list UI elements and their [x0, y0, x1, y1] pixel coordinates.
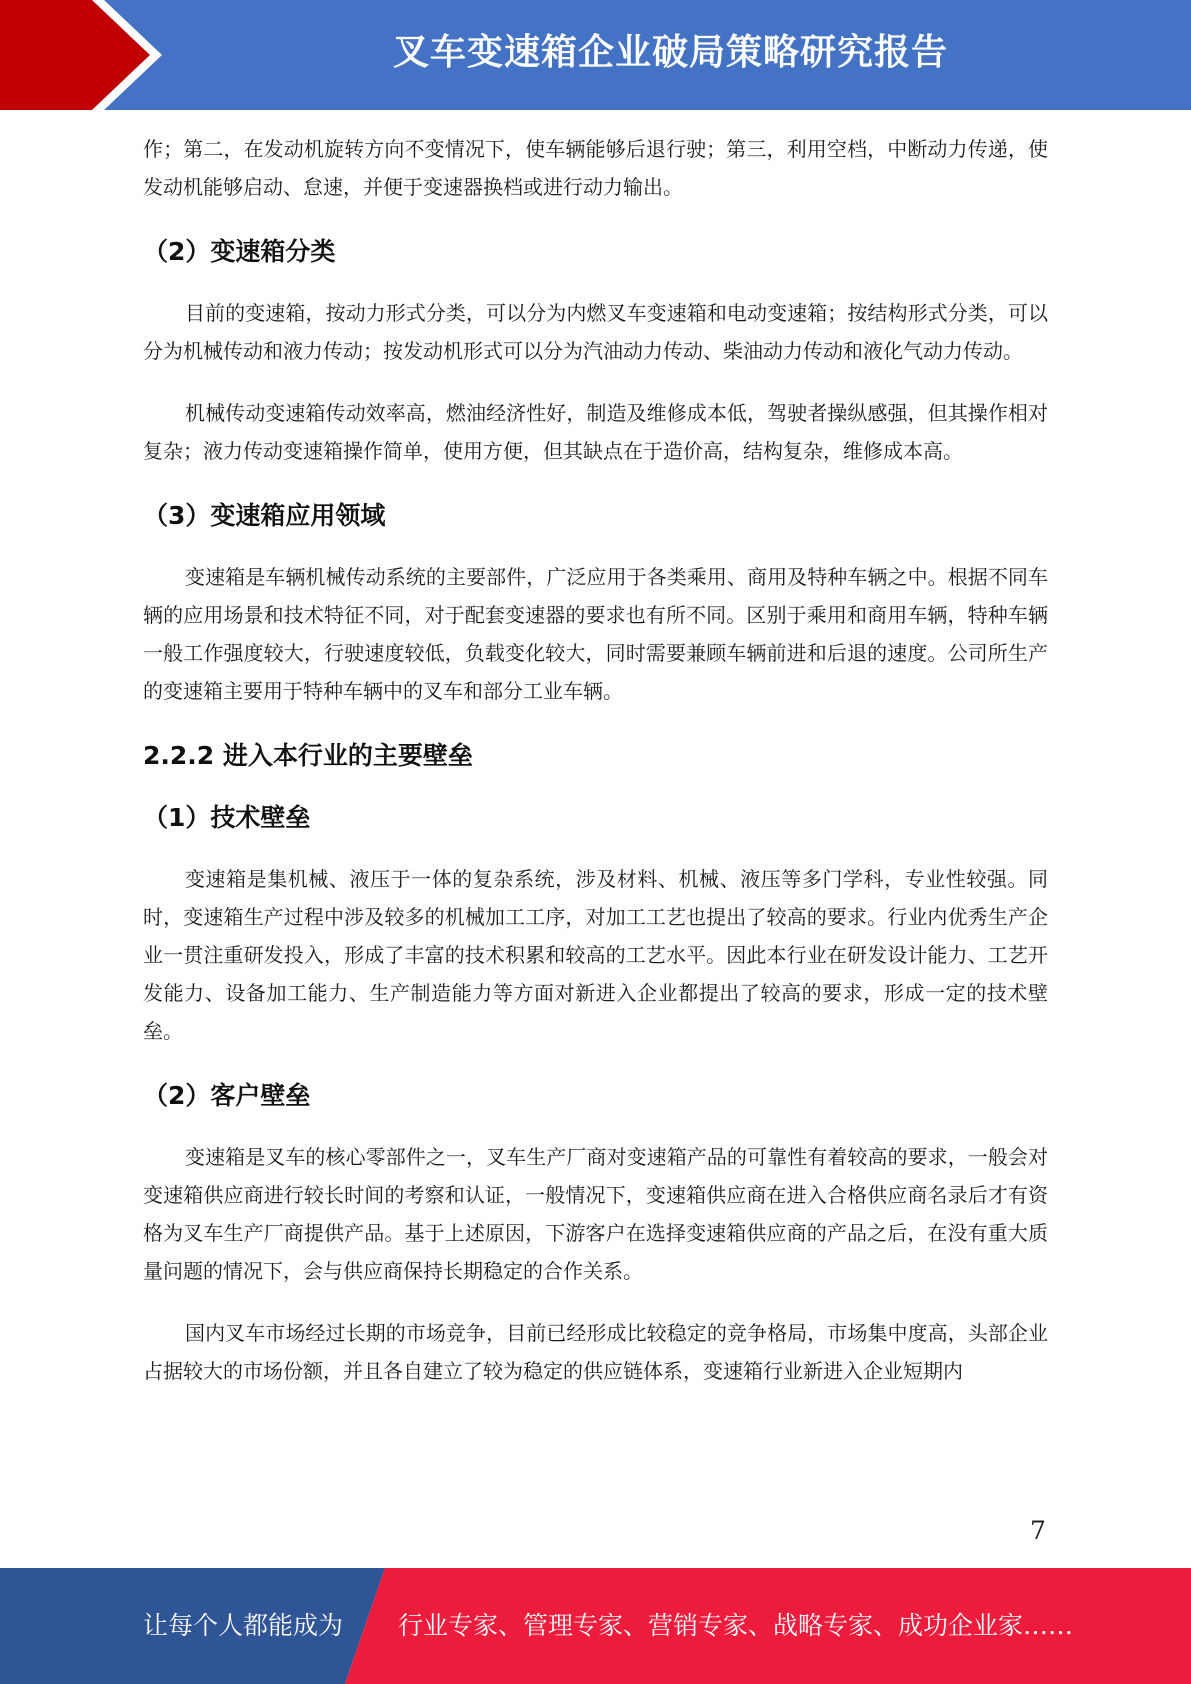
heading-technology-barrier: （1）技术壁垒 [143, 803, 311, 832]
footer-slogan-left: 让每个人都能成为 [143, 1611, 344, 1640]
paragraph-classification-2: 机械传动变速箱传动效率高，燃油经济性好，制造及维修成本低，驾驶者操纵感强，但其操作相对复杂；液力传动变速箱操作简单，使用方便，但其缺点在于造价高，结构复杂，维修成本高。 [143, 401, 1048, 463]
document-body [143, 130, 1048, 1390]
page-header [0, 0, 1191, 110]
heading-entry-barriers: 2.2.2 进入本行业的主要壁垒 [143, 741, 473, 770]
heading-customer-barrier: （2）客户壁垒 [143, 1081, 311, 1110]
paragraph-application: 变速箱是车辆机械传动系统的主要部件，广泛应用于各类乘用、商用及特种车辆之中。根据不同车辆的应用场景和技术特征不同，对于配套变速器的要求也有所不同。区别于乘用和商用车辆，特种车辆一般工作强度较大，行驶速度较低，负载变化较大，同时需要兼顾车辆前进和后退的速度。公司所生产的变速箱主要用于特种车辆中的叉车和部分工业车辆。 [143, 565, 1048, 703]
paragraph-technology-barrier: 变速箱是集机械、液压于一体的复杂系统，涉及材料、机械、液压等多门学科，专业性较强。同时，变速箱生产过程中涉及较多的机械加工工序，对加工工艺也提出了较高的要求。行业内优秀生产企业一贯注重研发投入，形成了丰富的技术积累和较高的工艺水平。因此本行业在研发设计能力、工艺开发能力、设备加工能力、生产制造能力等方面对新进入企业都提出了较高的要求，形成一定的技术壁垒。 [143, 867, 1048, 1043]
report-title: 叉车变速箱企业破局策略研究报告 [392, 32, 948, 73]
footer-slogan-right: 行业专家、管理专家、营销专家、战略专家、成功企业家…… [398, 1611, 1074, 1640]
paragraph-customer-barrier-2: 国内叉车市场经过长期的市场竞争，目前已经形成比较稳定的竞争格局，市场集中度高，头部企业占据较大的市场份额，并且各自建立了较为稳定的供应链体系，变速箱行业新进入企业短期内 [143, 1321, 1048, 1383]
heading-gearbox-application: （3）变速箱应用领域 [143, 501, 386, 530]
heading-gearbox-classification: （2）变速箱分类 [143, 237, 336, 266]
paragraph-intro-continuation: 作；第二，在发动机旋转方向不变情况下，使车辆能够后退行驶；第三，利用空档，中断动力传递，使发动机能够启动、怠速，并便于变速器换档或进行动力输出。 [143, 137, 1048, 199]
paragraph-customer-barrier-1: 变速箱是叉车的核心零部件之一，叉车生产厂商对变速箱产品的可靠性有着较高的要求，一般会对变速箱供应商进行较长时间的考察和认证，一般情况下，变速箱供应商在进入合格供应商名录后才有资格为叉车生产厂商提供产品。基于上述原因，下游客户在选择变速箱供应商的产品之后，在没有重大质量问题的情况下，会与供应商保持长期稳定的合作关系。 [143, 1145, 1048, 1283]
page-number: 7 [1030, 1516, 1046, 1545]
page-footer [0, 1568, 1191, 1684]
paragraph-classification-1: 目前的变速箱，按动力形式分类，可以分为内燃叉车变速箱和电动变速箱；按结构形式分类，可以分为机械传动和液力传动；按发动机形式可以分为汽油动力传动、柴油动力传动和液化气动力传动。 [143, 301, 1048, 363]
header-red-chevron [0, 0, 150, 110]
